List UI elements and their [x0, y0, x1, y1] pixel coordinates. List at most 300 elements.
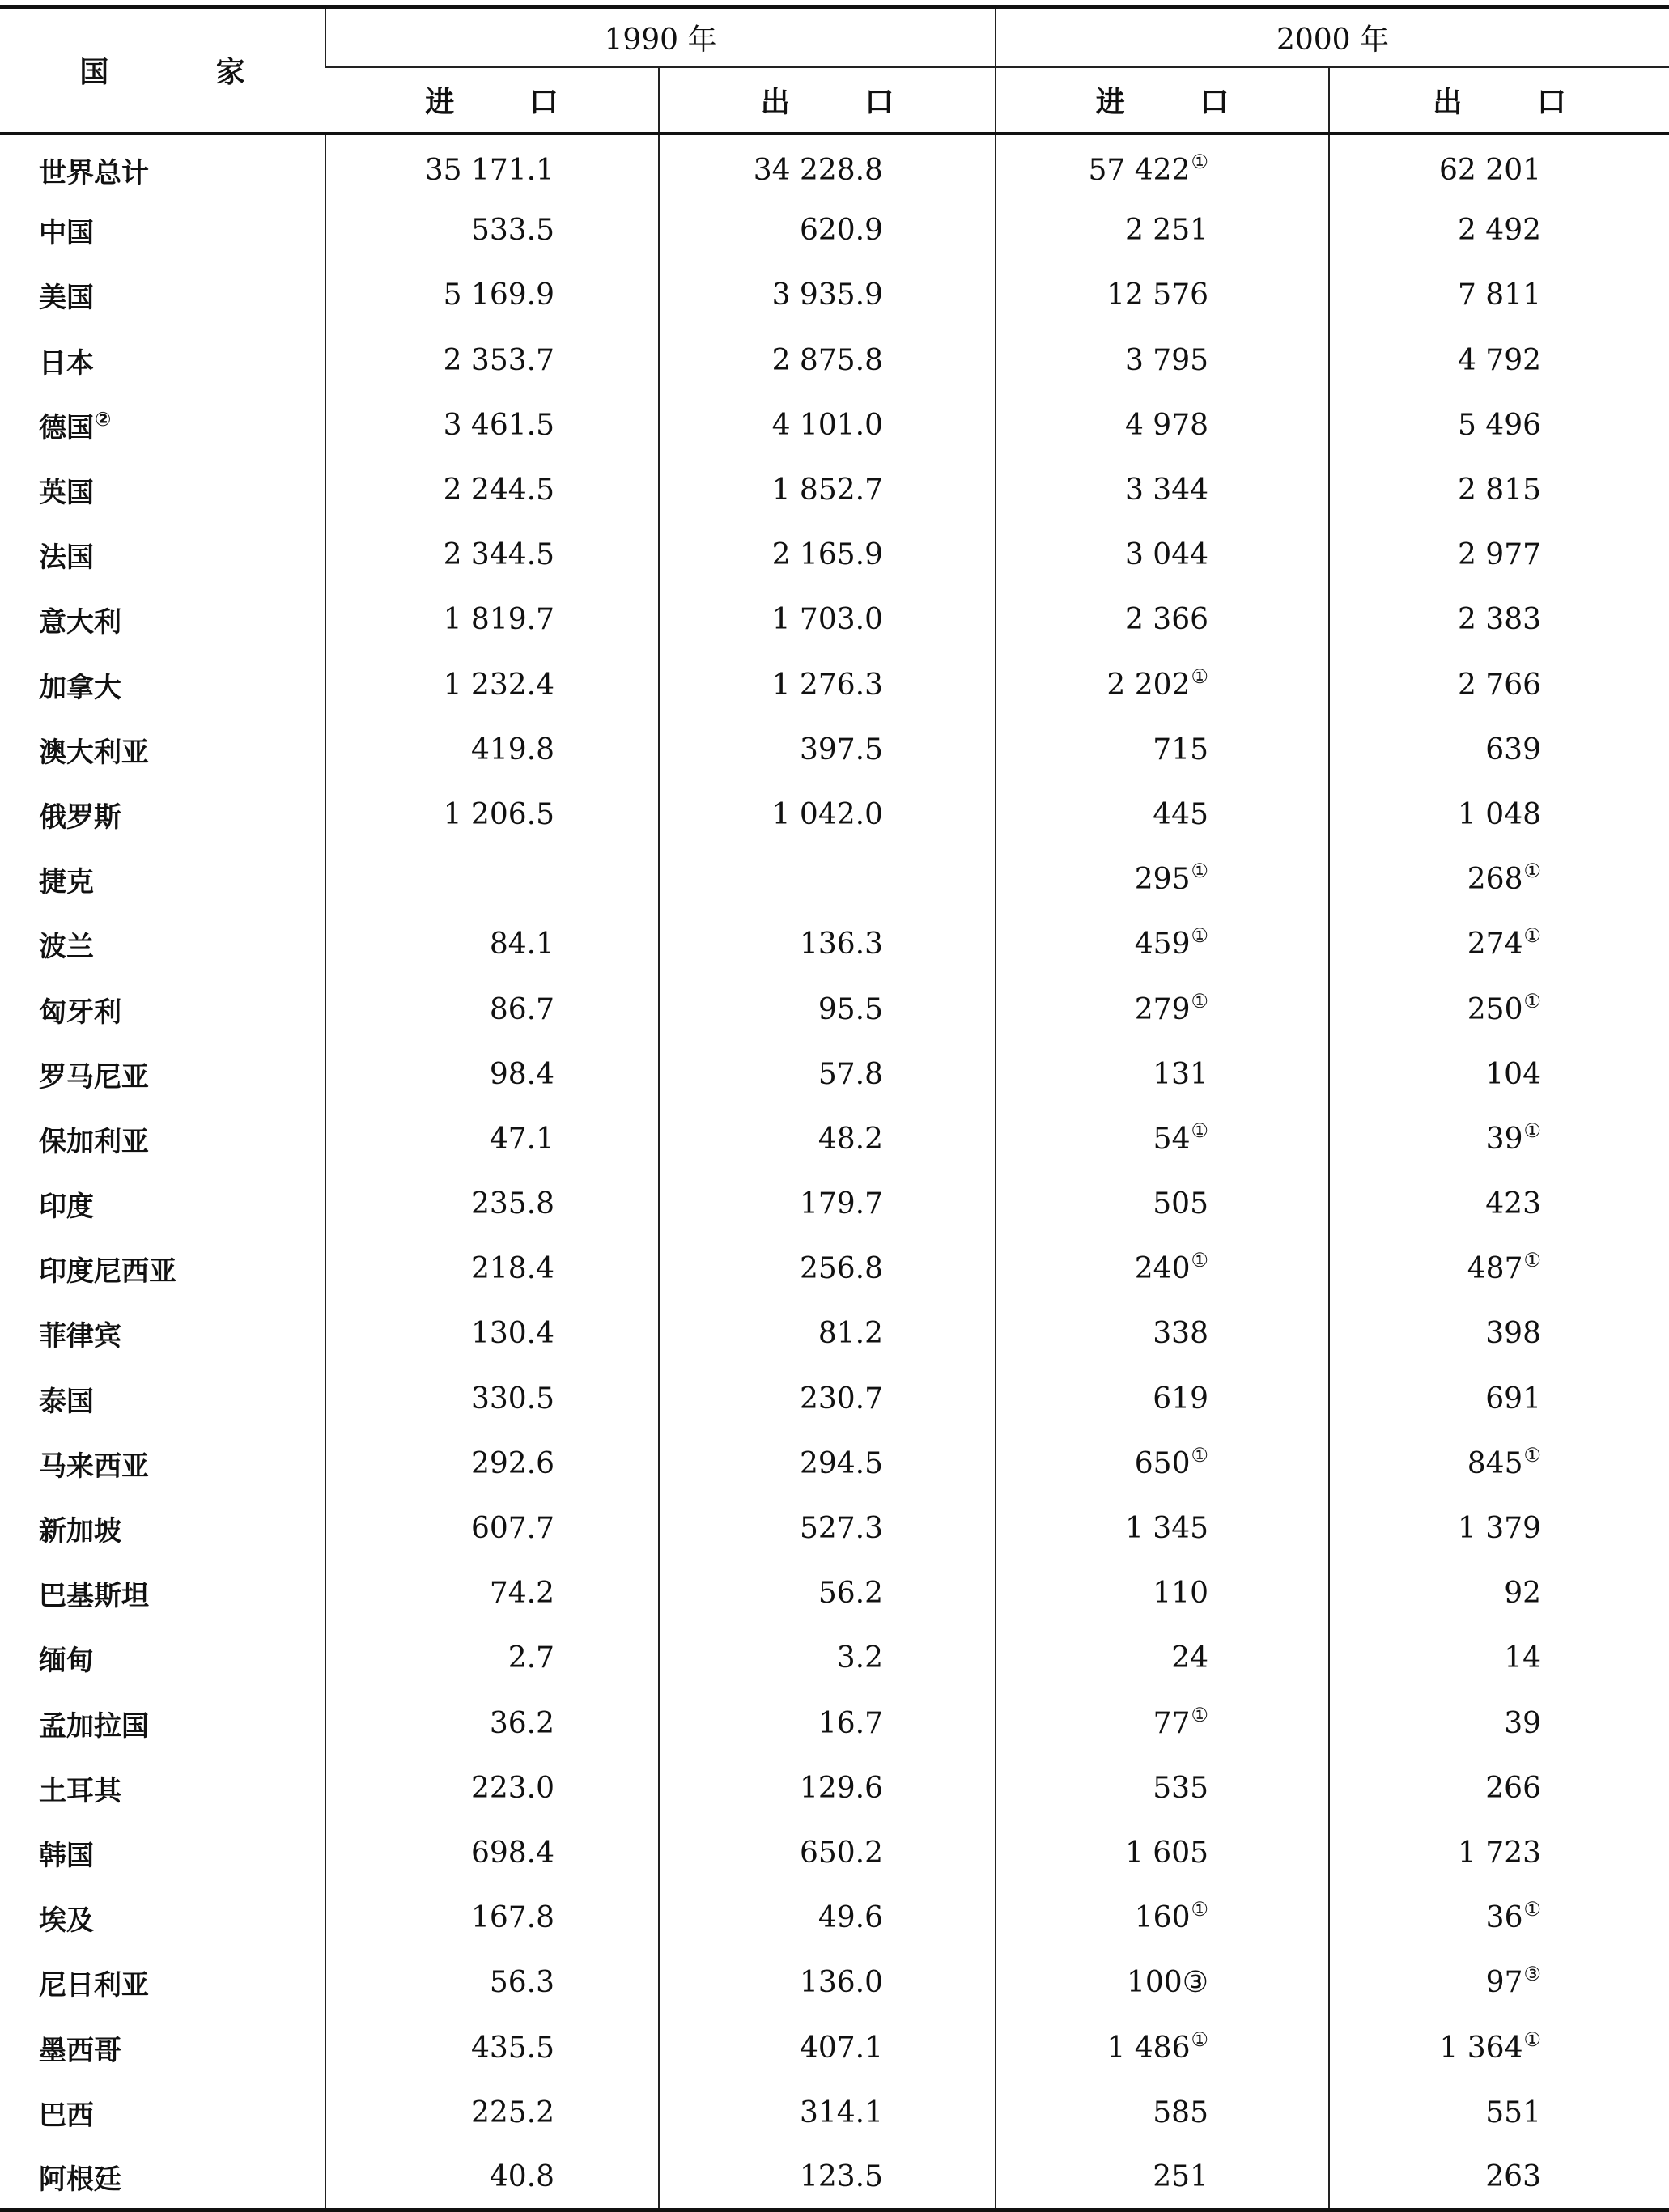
exports-2000-cell — [1329, 1820, 1669, 1885]
table-row — [0, 523, 1669, 588]
trade-table — [0, 5, 1669, 2212]
exports-2000-cell — [1329, 588, 1669, 652]
imports-1990-cell-value: 533.5 — [470, 214, 554, 248]
imports-2000-cell-value: 619 — [1153, 1382, 1208, 1416]
exports-2000-cell — [1329, 1042, 1669, 1106]
year-1990-header: 1990 年 — [325, 7, 996, 67]
exports-1990-cell — [659, 1172, 996, 1237]
imports-2000-cell — [996, 977, 1329, 1042]
imports-1990-cell-value: 5 169.9 — [443, 278, 554, 312]
exports-2000-cell — [1329, 198, 1669, 263]
exports-2000-cell — [1329, 717, 1669, 782]
exports-1990-cell — [659, 782, 996, 847]
table-row — [0, 1951, 1669, 2015]
country-cell — [0, 457, 325, 522]
country-cell — [0, 652, 325, 717]
imports-2000-cell-value: 2 202 — [1106, 668, 1191, 702]
exports-2000-cell-value: 1 048 — [1457, 797, 1541, 831]
imports-2000-cell-value: 110 — [1153, 1577, 1208, 1611]
exports-2000-cell-value: 691 — [1485, 1382, 1541, 1416]
country-cell-value: 尼日利亚 — [39, 1969, 149, 2002]
table-row — [0, 912, 1669, 977]
exports-1990-cell-value: 527.3 — [799, 1512, 883, 1546]
footnote-marker: ① — [1523, 2027, 1541, 2051]
table-row — [0, 652, 1669, 717]
country-cell-value: 新加坡 — [39, 1515, 121, 1548]
exports-1990-cell — [659, 1042, 996, 1106]
imports-1990-cell — [325, 1106, 659, 1171]
country-cell-value: 罗马尼亚 — [39, 1060, 149, 1093]
country-cell-value: 阿根廷 — [39, 2163, 121, 2196]
country-cell-value: 印度尼西亚 — [39, 1255, 176, 1289]
exports-2000-cell — [1329, 1106, 1669, 1171]
country-cell — [0, 2145, 325, 2210]
exports-1990-header: 出 口 — [659, 67, 996, 134]
country-cell — [0, 782, 325, 847]
imports-2000-header: 进 口 — [996, 67, 1329, 134]
country-cell — [0, 134, 325, 198]
exports-2000-cell — [1329, 134, 1669, 198]
exports-2000-cell-value: 2 766 — [1457, 668, 1541, 702]
country-cell-value: 埃及 — [39, 1904, 94, 1938]
imports-1990-cell — [325, 1301, 659, 1366]
exports-1990-cell-value: 397.5 — [799, 732, 883, 766]
exports-1990-cell-value: 3 935.9 — [771, 278, 883, 312]
exports-2000-cell-value: 639 — [1485, 732, 1541, 766]
imports-1990-cell-value: 2 244.5 — [443, 473, 554, 507]
country-cell-value: 德国 — [39, 411, 94, 444]
country-cell-value: 孟加拉国 — [39, 1709, 149, 1743]
exports-2000-cell-value: 1 723 — [1457, 1836, 1541, 1870]
imports-1990-cell — [325, 1561, 659, 1626]
exports-2000-cell — [1329, 977, 1669, 1042]
imports-1990-cell-value: 225.2 — [470, 2095, 554, 2129]
imports-1990-cell-value: 130.4 — [470, 1317, 554, 1351]
exports-2000-cell — [1329, 1172, 1669, 1237]
table-row — [0, 588, 1669, 652]
exports-2000-cell — [1329, 1886, 1669, 1951]
exports-2000-cell-value: 104 — [1485, 1057, 1541, 1091]
exports-2000-cell-value: 250 — [1467, 992, 1523, 1026]
imports-2000-cell-value: 2 251 — [1124, 214, 1208, 248]
imports-1990-cell-value: 47.1 — [489, 1122, 554, 1156]
country-cell — [0, 1886, 325, 1951]
country-column-header: 国 家 — [0, 7, 325, 134]
exports-2000-cell-value: 62 201 — [1439, 154, 1541, 188]
table-row — [0, 328, 1669, 393]
exports-2000-cell-value: 274 — [1467, 928, 1523, 962]
imports-1990-cell-value: 84.1 — [489, 928, 554, 962]
footnote-marker: ① — [1523, 1898, 1541, 1921]
table-row — [0, 1756, 1669, 1820]
imports-2000-cell-value: 57 422 — [1088, 154, 1191, 188]
country-cell — [0, 2080, 325, 2145]
exports-2000-cell-value: 97 — [1485, 1966, 1523, 2000]
imports-2000-cell-value: 715 — [1153, 732, 1208, 766]
country-cell-value: 意大利 — [39, 606, 121, 639]
exports-1990-cell-value: 1 852.7 — [771, 473, 883, 507]
exports-1990-cell — [659, 2080, 996, 2145]
table-row — [0, 1496, 1669, 1560]
exports-1990-cell — [659, 1820, 996, 1885]
imports-2000-cell — [996, 263, 1329, 328]
imports-2000-cell-value: 1 345 — [1124, 1512, 1208, 1546]
exports-1990-cell-value: 57.8 — [818, 1057, 883, 1091]
imports-1990-cell-value: 330.5 — [470, 1382, 554, 1416]
exports-2000-cell-value: 1 379 — [1457, 1512, 1541, 1546]
country-cell — [0, 912, 325, 977]
imports-2000-cell-value: 24 — [1171, 1641, 1208, 1675]
footnote-marker: ① — [1523, 924, 1541, 948]
exports-1990-cell-value: 407.1 — [799, 2031, 883, 2065]
country-cell-value: 日本 — [39, 346, 94, 380]
exports-1990-cell-value: 314.1 — [799, 2095, 883, 2129]
imports-2000-cell-value: 295 — [1134, 863, 1191, 897]
country-cell-value: 美国 — [39, 282, 94, 315]
country-cell — [0, 263, 325, 328]
country-cell-value: 菲律宾 — [39, 1320, 121, 1353]
exports-1990-cell-value: 230.7 — [799, 1382, 883, 1416]
footnote-marker: ① — [1191, 664, 1208, 688]
imports-2000-cell-value: 535 — [1153, 1771, 1208, 1805]
footnote-marker: ① — [1191, 1119, 1208, 1142]
exports-1990-cell — [659, 1626, 996, 1691]
imports-1990-cell-value: 86.7 — [489, 992, 554, 1026]
table-header — [0, 7, 1669, 134]
exports-1990-cell-value: 49.6 — [818, 1901, 883, 1935]
imports-1990-cell-value: 419.8 — [470, 732, 554, 766]
exports-2000-cell — [1329, 847, 1669, 912]
imports-2000-cell — [996, 1237, 1329, 1301]
country-cell-value: 土耳其 — [39, 1774, 121, 1807]
exports-1990-cell — [659, 1301, 996, 1366]
exports-2000-cell-value: 92 — [1504, 1577, 1541, 1611]
exports-1990-cell — [659, 328, 996, 393]
exports-2000-cell-value: 266 — [1485, 1771, 1541, 1805]
country-cell-value: 保加利亚 — [39, 1125, 149, 1158]
imports-1990-cell — [325, 523, 659, 588]
exports-1990-cell-value: 56.2 — [818, 1577, 883, 1611]
exports-2000-cell-value: 2 383 — [1457, 603, 1541, 637]
imports-1990-cell — [325, 1951, 659, 2015]
imports-1990-cell — [325, 263, 659, 328]
imports-1990-cell — [325, 457, 659, 522]
exports-2000-cell-value: 398 — [1485, 1317, 1541, 1351]
exports-2000-cell — [1329, 393, 1669, 457]
country-cell — [0, 1561, 325, 1626]
exports-2000-cell-value: 2 492 — [1457, 214, 1541, 248]
imports-2000-cell — [996, 1172, 1329, 1237]
exports-1990-cell — [659, 134, 996, 198]
imports-1990-cell-value: 223.0 — [470, 1771, 554, 1805]
exports-1990-cell — [659, 1366, 996, 1431]
country-cell-value: 英国 — [39, 477, 94, 510]
table-row — [0, 2145, 1669, 2210]
imports-2000-cell — [996, 1106, 1329, 1171]
exports-1990-cell-value: 136.3 — [799, 928, 883, 962]
imports-2000-cell — [996, 328, 1329, 393]
imports-1990-cell — [325, 652, 659, 717]
country-cell — [0, 198, 325, 263]
footnote-marker: ① — [1523, 989, 1541, 1013]
imports-2000-cell — [996, 1496, 1329, 1560]
exports-1990-cell — [659, 847, 996, 912]
imports-1990-cell — [325, 782, 659, 847]
imports-1990-cell-value: 74.2 — [489, 1577, 554, 1611]
imports-2000-cell — [996, 1431, 1329, 1496]
exports-2000-cell — [1329, 523, 1669, 588]
imports-1990-cell — [325, 1756, 659, 1820]
table-row — [0, 263, 1669, 328]
imports-1990-cell-value: 3 461.5 — [443, 408, 554, 442]
exports-2000-header: 出 口 — [1329, 67, 1669, 134]
imports-2000-cell — [996, 1366, 1329, 1431]
country-cell — [0, 1431, 325, 1496]
exports-1990-cell — [659, 652, 996, 717]
exports-2000-cell — [1329, 457, 1669, 522]
imports-2000-cell — [996, 717, 1329, 782]
exports-1990-cell — [659, 1561, 996, 1626]
country-cell-value: 世界总计 — [39, 157, 149, 190]
exports-1990-cell-value: 3.2 — [836, 1641, 883, 1675]
exports-1990-cell-value: 2 165.9 — [771, 538, 883, 572]
imports-1990-cell — [325, 1431, 659, 1496]
exports-2000-cell-value: 39 — [1504, 1706, 1541, 1740]
table-row — [0, 1237, 1669, 1301]
exports-2000-cell — [1329, 1237, 1669, 1301]
imports-1990-cell-value: 1 232.4 — [443, 668, 554, 702]
exports-1990-cell — [659, 263, 996, 328]
exports-2000-cell — [1329, 782, 1669, 847]
imports-2000-cell — [996, 588, 1329, 652]
exports-1990-cell — [659, 588, 996, 652]
imports-2000-cell — [996, 457, 1329, 522]
imports-2000-cell-value: 2 366 — [1124, 603, 1208, 637]
country-cell-value: 捷克 — [39, 866, 94, 899]
imports-2000-cell — [996, 1951, 1329, 2015]
imports-1990-cell — [325, 912, 659, 977]
country-cell — [0, 977, 325, 1042]
imports-1990-header: 进 口 — [325, 67, 659, 134]
imports-1990-cell — [325, 1691, 659, 1756]
imports-2000-cell-value: 459 — [1134, 928, 1191, 962]
imports-2000-cell-value: 12 576 — [1106, 278, 1208, 312]
country-cell-value: 印度 — [39, 1191, 94, 1224]
imports-1990-cell-value: 1 206.5 — [443, 797, 554, 831]
exports-1990-cell-value: 256.8 — [799, 1252, 883, 1286]
exports-1990-cell-value: 2 875.8 — [771, 343, 883, 377]
imports-2000-cell-value: 1 486 — [1106, 2031, 1191, 2065]
country-cell-value: 澳大利亚 — [39, 736, 149, 769]
exports-1990-cell — [659, 2145, 996, 2210]
imports-1990-cell-value: 235.8 — [470, 1187, 554, 1221]
imports-2000-cell-value: 585 — [1153, 2095, 1208, 2129]
country-cell — [0, 1951, 325, 2015]
table-row — [0, 1172, 1669, 1237]
country-cell — [0, 1042, 325, 1106]
country-cell — [0, 2015, 325, 2080]
imports-1990-cell — [325, 134, 659, 198]
table-row — [0, 1691, 1669, 1756]
imports-2000-cell-value: 650 — [1134, 1446, 1191, 1480]
imports-1990-cell-value: 98.4 — [489, 1057, 554, 1091]
country-cell-value: 缅甸 — [39, 1645, 94, 1678]
exports-2000-cell — [1329, 1561, 1669, 1626]
imports-1990-cell — [325, 1820, 659, 1885]
table-row — [0, 1626, 1669, 1691]
imports-2000-cell — [996, 1886, 1329, 1951]
country-cell — [0, 588, 325, 652]
exports-1990-cell-value: 294.5 — [799, 1446, 883, 1480]
imports-2000-cell — [996, 1691, 1329, 1756]
footnote-marker: ① — [1191, 2027, 1208, 2051]
country-cell — [0, 328, 325, 393]
exports-2000-cell-value: 7 811 — [1457, 278, 1541, 312]
exports-2000-cell-value: 551 — [1485, 2095, 1541, 2129]
imports-1990-cell — [325, 198, 659, 263]
imports-2000-cell — [996, 198, 1329, 263]
imports-2000-cell-value: 3 344 — [1124, 473, 1208, 507]
imports-1990-cell — [325, 1366, 659, 1431]
footnote-marker: ① — [1191, 989, 1208, 1013]
imports-1990-cell-value: 40.8 — [489, 2159, 554, 2193]
table-row — [0, 393, 1669, 457]
exports-1990-cell-value: 34 228.8 — [753, 154, 883, 188]
imports-2000-cell-value: 131 — [1153, 1057, 1208, 1091]
imports-1990-cell — [325, 588, 659, 652]
table-row — [0, 1366, 1669, 1431]
table-row — [0, 1886, 1669, 1951]
country-cell-value: 中国 — [39, 217, 94, 250]
imports-2000-cell-value: 100③ — [1127, 1966, 1208, 2000]
imports-2000-cell-value: 240 — [1134, 1252, 1191, 1286]
country-cell-value: 泰国 — [39, 1385, 94, 1418]
exports-2000-cell — [1329, 2015, 1669, 2080]
imports-2000-cell — [996, 1042, 1329, 1106]
exports-1990-cell-value: 136.0 — [799, 1966, 883, 2000]
footnote-marker: ① — [1191, 1443, 1208, 1467]
imports-2000-cell-value: 251 — [1153, 2159, 1208, 2193]
imports-2000-cell — [996, 393, 1329, 457]
exports-2000-cell-value: 423 — [1485, 1187, 1541, 1221]
imports-1990-cell-value: 292.6 — [470, 1446, 554, 1480]
country-cell — [0, 1756, 325, 1820]
exports-2000-cell — [1329, 1691, 1669, 1756]
country-cell-value: 匈牙利 — [39, 996, 121, 1029]
exports-1990-cell — [659, 457, 996, 522]
country-cell — [0, 1172, 325, 1237]
exports-2000-cell-value: 487 — [1467, 1252, 1523, 1286]
imports-1990-cell-value: 35 171.1 — [424, 154, 554, 188]
exports-2000-cell — [1329, 1496, 1669, 1560]
table-body — [0, 134, 1669, 2210]
exports-2000-cell — [1329, 1626, 1669, 1691]
imports-1990-cell — [325, 717, 659, 782]
footnote-marker: ③ — [1523, 1963, 1541, 1986]
exports-2000-cell-value: 14 — [1504, 1641, 1541, 1675]
imports-1990-cell-value: 218.4 — [470, 1252, 554, 1286]
imports-1990-cell — [325, 1172, 659, 1237]
exports-2000-cell — [1329, 263, 1669, 328]
imports-2000-cell — [996, 1820, 1329, 1885]
table-row — [0, 1301, 1669, 1366]
imports-1990-cell-value: 2.7 — [507, 1641, 554, 1675]
exports-1990-cell — [659, 2015, 996, 2080]
imports-1990-cell — [325, 1496, 659, 1560]
table-row — [0, 847, 1669, 912]
imports-2000-cell — [996, 652, 1329, 717]
footnote-marker: ① — [1191, 151, 1208, 174]
imports-1990-cell-value: 167.8 — [470, 1901, 554, 1935]
imports-2000-cell-value: 3 795 — [1124, 343, 1208, 377]
country-cell — [0, 1626, 325, 1691]
imports-2000-cell-value: 279 — [1134, 992, 1191, 1026]
country-cell-value: 巴基斯坦 — [39, 1580, 149, 1613]
imports-2000-cell — [996, 1561, 1329, 1626]
exports-2000-cell-value: 36 — [1485, 1901, 1523, 1935]
exports-2000-cell — [1329, 1366, 1669, 1431]
exports-1990-cell-value: 650.2 — [799, 1836, 883, 1870]
country-cell — [0, 1301, 325, 1366]
imports-1990-cell — [325, 977, 659, 1042]
imports-1990-cell-value: 56.3 — [489, 1966, 554, 2000]
exports-2000-cell-value: 2 815 — [1457, 473, 1541, 507]
country-cell — [0, 523, 325, 588]
imports-2000-cell-value: 4 978 — [1124, 408, 1208, 442]
exports-1990-cell-value: 81.2 — [818, 1317, 883, 1351]
country-cell-value: 墨西哥 — [39, 2034, 121, 2067]
footnote-marker: ① — [1191, 1249, 1208, 1272]
exports-1990-cell — [659, 1106, 996, 1171]
country-cell — [0, 1820, 325, 1885]
footnote-marker: ① — [1191, 1898, 1208, 1921]
imports-1990-cell — [325, 2080, 659, 2145]
imports-2000-cell — [996, 847, 1329, 912]
exports-1990-cell — [659, 1237, 996, 1301]
exports-2000-cell — [1329, 912, 1669, 977]
imports-2000-cell — [996, 912, 1329, 977]
footnote-marker: ① — [1191, 924, 1208, 948]
imports-1990-cell — [325, 847, 659, 912]
footnote-marker: ① — [1523, 1443, 1541, 1467]
exports-2000-cell-value: 263 — [1485, 2159, 1541, 2193]
exports-2000-cell — [1329, 652, 1669, 717]
imports-2000-cell-value: 160 — [1134, 1901, 1191, 1935]
imports-1990-cell — [325, 2015, 659, 2080]
exports-1990-cell — [659, 1756, 996, 1820]
exports-2000-cell-value: 4 792 — [1457, 343, 1541, 377]
exports-1990-cell-value: 129.6 — [799, 1771, 883, 1805]
imports-1990-cell — [325, 1042, 659, 1106]
country-cell-value: 法国 — [39, 541, 94, 575]
exports-2000-cell — [1329, 1301, 1669, 1366]
imports-1990-cell — [325, 2145, 659, 2210]
imports-1990-cell-value: 36.2 — [489, 1706, 554, 1740]
imports-2000-cell — [996, 782, 1329, 847]
table-row — [0, 457, 1669, 522]
imports-1990-cell-value: 2 344.5 — [443, 538, 554, 572]
exports-1990-cell — [659, 977, 996, 1042]
footnote-marker: ② — [95, 407, 112, 431]
exports-1990-cell-value: 123.5 — [799, 2159, 883, 2193]
exports-1990-cell — [659, 1496, 996, 1560]
footnote-marker: ① — [1523, 860, 1541, 883]
imports-2000-cell — [996, 1756, 1329, 1820]
imports-2000-cell — [996, 134, 1329, 198]
table-row — [0, 134, 1669, 198]
imports-1990-cell — [325, 1237, 659, 1301]
table-row — [0, 977, 1669, 1042]
